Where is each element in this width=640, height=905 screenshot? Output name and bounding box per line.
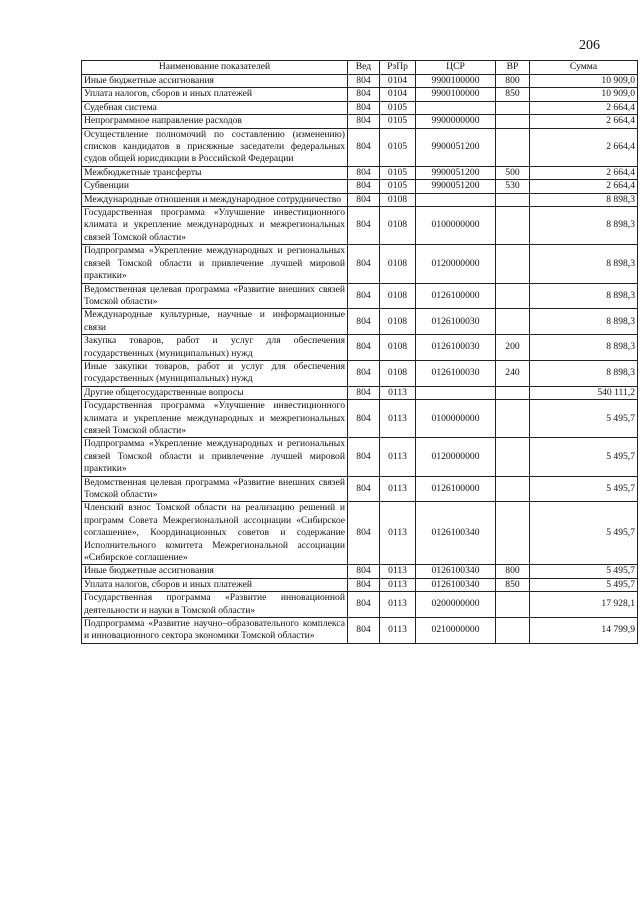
table-row [82,128,638,166]
cell-rzpr: 0113 [380,592,416,618]
cell-ved: 804 [348,360,380,386]
cell-ved: 804 [348,207,380,245]
table-row [82,193,638,206]
cell-rzpr: 0105 [380,180,416,193]
cell-name: Иные бюджетные ассигнования [82,565,348,578]
cell-vr [496,245,530,283]
cell-csr: 0126100030 [416,309,496,335]
cell-csr: 0126100340 [416,502,496,565]
cell-vr: 850 [496,578,530,591]
cell-csr: 0100000000 [416,400,496,438]
header-row [82,61,638,75]
cell-rzpr: 0108 [380,335,416,361]
cell-ved: 804 [348,335,380,361]
cell-vr: 500 [496,166,530,179]
cell-ved: 804 [348,75,380,88]
cell-name: Иные бюджетные ассигнования [82,75,348,88]
header-csr: ЦСР [416,61,496,75]
cell-sum: 5 495,7 [530,578,638,591]
cell-name: Ведомственная целевая программа «Развитие внешних связей Томской области» [82,283,348,309]
header-name: Наименование показателей [82,61,348,75]
cell-csr [416,101,496,114]
cell-name: Уплата налогов, сборов и иных платежей [82,578,348,591]
table-row [82,180,638,193]
cell-rzpr: 0105 [380,115,416,128]
cell-rzpr: 0108 [380,245,416,283]
table-row [82,476,638,502]
cell-rzpr: 0113 [380,618,416,644]
cell-vr [496,207,530,245]
cell-sum: 5 495,7 [530,502,638,565]
cell-sum: 8 898,3 [530,207,638,245]
cell-vr [496,438,530,476]
cell-csr: 9900051200 [416,128,496,166]
cell-csr: 0126100030 [416,360,496,386]
table-row [82,335,638,361]
cell-sum: 2 664,4 [530,101,638,114]
cell-ved: 804 [348,476,380,502]
cell-name: Государственная программа «Развитие инновационной деятельности и науки в Томской области» [82,592,348,618]
cell-vr: 800 [496,565,530,578]
cell-ved: 804 [348,88,380,101]
cell-vr: 200 [496,335,530,361]
cell-ved: 804 [348,400,380,438]
cell-name: Иные закупки товаров, работ и услуг для обеспечения государственных (муниципальных) нужд [82,360,348,386]
cell-rzpr: 0113 [380,502,416,565]
table-row [82,115,638,128]
cell-csr [416,386,496,399]
cell-name: Подпрограмма «Укрепление международных и региональных связей Томской области и привлечение лучшей мировой практики» [82,438,348,476]
cell-vr [496,193,530,206]
cell-name: Судебная система [82,101,348,114]
cell-rzpr: 0113 [380,400,416,438]
cell-name: Подпрограмма «Развитие научно–образовательного комплекса и инновационного сектора экономики Томской области» [82,618,348,644]
cell-name: Осуществление полномочий по составлению (изменению) списков кандидатов в присяжные заседатели федеральных судов общей юрисдикции в Российской Федерации [82,128,348,166]
cell-rzpr: 0108 [380,309,416,335]
cell-ved: 804 [348,101,380,114]
cell-csr: 0120000000 [416,438,496,476]
table-header [82,61,638,75]
cell-sum: 5 495,7 [530,400,638,438]
cell-csr: 0126100340 [416,578,496,591]
cell-name: Другие общегосударственные вопросы [82,386,348,399]
cell-vr [496,618,530,644]
cell-sum: 17 928,1 [530,592,638,618]
cell-vr [496,283,530,309]
cell-vr [496,101,530,114]
cell-name: Государственная программа «Улучшение инвестиционного климата и укрепление международных и межрегиональных связей Томской области» [82,400,348,438]
cell-rzpr: 0105 [380,166,416,179]
cell-name: Ведомственная целевая программа «Развитие внешних связей Томской области» [82,476,348,502]
table-row [82,166,638,179]
cell-sum: 8 898,3 [530,309,638,335]
table-row [82,101,638,114]
table-row [82,360,638,386]
cell-sum: 14 799,9 [530,618,638,644]
cell-csr: 9900051200 [416,180,496,193]
cell-ved: 804 [348,386,380,399]
table-row [82,438,638,476]
cell-ved: 804 [348,180,380,193]
cell-rzpr: 0104 [380,88,416,101]
cell-name: Международные культурные, научные и информационные связи [82,309,348,335]
cell-ved: 804 [348,578,380,591]
cell-sum: 2 664,4 [530,166,638,179]
cell-csr: 9900100000 [416,75,496,88]
cell-vr: 240 [496,360,530,386]
cell-rzpr: 0108 [380,193,416,206]
table-row [82,618,638,644]
cell-sum: 10 909,0 [530,75,638,88]
table-row [82,283,638,309]
cell-sum: 8 898,3 [530,283,638,309]
cell-csr: 0126100340 [416,565,496,578]
cell-sum: 10 909,0 [530,88,638,101]
cell-rzpr: 0113 [380,565,416,578]
cell-name: Членский взнос Томской области на реализацию решений и программ Совета Межрегиональной ассоциации «Сибирское соглашение», Координационных советов и содержание Исполнительного комитета Межрегиональной ассоциации «Сибирское соглашение» [82,502,348,565]
cell-vr [496,128,530,166]
cell-sum: 2 664,4 [530,180,638,193]
table-row [82,245,638,283]
cell-csr: 0126100000 [416,283,496,309]
cell-ved: 804 [348,166,380,179]
cell-vr: 530 [496,180,530,193]
cell-sum: 2 664,4 [530,128,638,166]
cell-ved: 804 [348,565,380,578]
cell-vr [496,476,530,502]
cell-rzpr: 0104 [380,75,416,88]
cell-rzpr: 0113 [380,578,416,591]
cell-rzpr: 0113 [380,438,416,476]
cell-csr: 0210000000 [416,618,496,644]
cell-name: Непрограммное направление расходов [82,115,348,128]
cell-sum: 5 495,7 [530,438,638,476]
cell-name: Уплата налогов, сборов и иных платежей [82,88,348,101]
cell-sum: 8 898,3 [530,193,638,206]
cell-rzpr: 0113 [380,386,416,399]
cell-csr: 0200000000 [416,592,496,618]
budget-table [81,60,638,644]
cell-vr [496,386,530,399]
cell-rzpr: 0113 [380,476,416,502]
cell-vr [496,502,530,565]
cell-csr: 9900100000 [416,88,496,101]
cell-csr: 0120000000 [416,245,496,283]
cell-name: Межбюджетные трансферты [82,166,348,179]
cell-rzpr: 0108 [380,283,416,309]
cell-rzpr: 0108 [380,360,416,386]
table-row [82,88,638,101]
cell-ved: 804 [348,193,380,206]
header-ved: Вед [348,61,380,75]
cell-name: Международные отношения и международное сотрудничество [82,193,348,206]
table-row [82,75,638,88]
cell-name: Закупка товаров, работ и услуг для обеспечения государственных (муниципальных) нужд [82,335,348,361]
cell-name: Подпрограмма «Укрепление международных и региональных связей Томской области и привлечение лучшей мировой практики» [82,245,348,283]
cell-csr: 9900051200 [416,166,496,179]
cell-ved: 804 [348,618,380,644]
table-row [82,565,638,578]
table-row [82,502,638,565]
cell-sum: 8 898,3 [530,360,638,386]
cell-ved: 804 [348,502,380,565]
cell-sum: 540 111,2 [530,386,638,399]
cell-ved: 804 [348,592,380,618]
cell-ved: 804 [348,128,380,166]
cell-vr: 800 [496,75,530,88]
table-row [82,578,638,591]
table-row [82,386,638,399]
cell-vr [496,115,530,128]
cell-rzpr: 0108 [380,207,416,245]
cell-vr [496,400,530,438]
header-sum: Сумма [530,61,638,75]
cell-sum: 8 898,3 [530,335,638,361]
cell-vr [496,309,530,335]
cell-vr [496,592,530,618]
page-number: 206 [579,38,600,53]
cell-ved: 804 [348,283,380,309]
cell-csr: 9900000000 [416,115,496,128]
cell-vr: 850 [496,88,530,101]
cell-sum: 5 495,7 [530,476,638,502]
cell-sum: 2 664,4 [530,115,638,128]
cell-name: Государственная программа «Улучшение инвестиционного климата и укрепление международных и межрегиональных связей Томской области» [82,207,348,245]
table-row [82,400,638,438]
cell-rzpr: 0105 [380,128,416,166]
cell-csr: 0100000000 [416,207,496,245]
table-row [82,592,638,618]
header-rzpr: РзПр [380,61,416,75]
table-row [82,309,638,335]
cell-ved: 804 [348,309,380,335]
cell-ved: 804 [348,438,380,476]
cell-ved: 804 [348,245,380,283]
cell-sum: 8 898,3 [530,245,638,283]
cell-name: Субвенции [82,180,348,193]
cell-ved: 804 [348,115,380,128]
cell-csr: 0126100030 [416,335,496,361]
header-vr: ВР [496,61,530,75]
cell-csr: 0126100000 [416,476,496,502]
table-body [82,75,638,644]
cell-sum: 5 495,7 [530,565,638,578]
cell-csr [416,193,496,206]
table-row [82,207,638,245]
cell-rzpr: 0105 [380,101,416,114]
